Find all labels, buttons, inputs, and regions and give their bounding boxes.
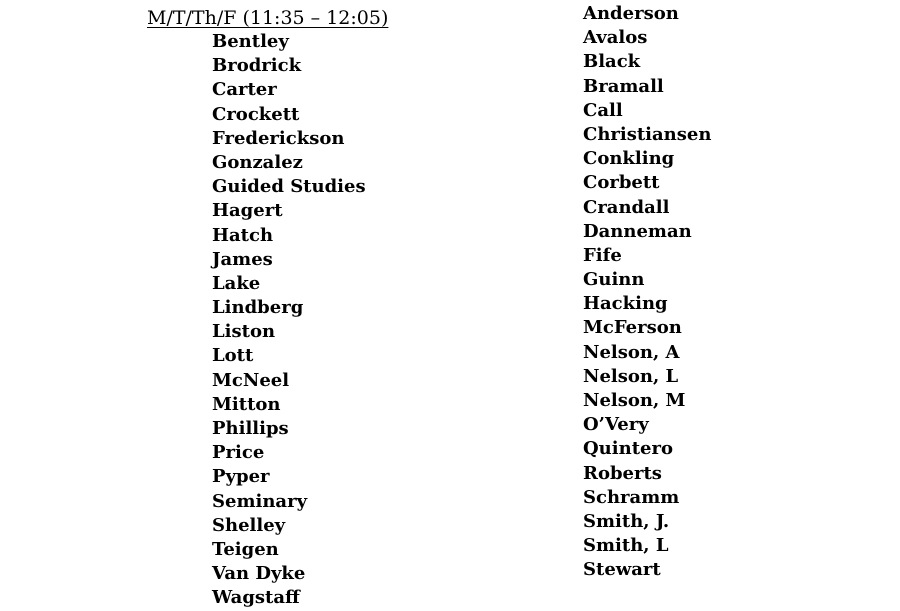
name-item: Phillips: [212, 418, 289, 439]
name-item: Carter: [212, 79, 277, 101]
schedule-header: M/T/Th/F (11:35 – 12:05): [147, 7, 389, 29]
name-item: Mitton: [212, 393, 281, 415]
name-item: Call: [583, 99, 623, 121]
name-item: Teigen: [212, 538, 279, 560]
name-item: Avalos: [583, 27, 648, 49]
name-item: Nelson, A: [583, 341, 680, 363]
name-item: Schramm: [583, 486, 680, 508]
name-item: James: [212, 248, 273, 270]
name-item: Guided Studies: [212, 176, 366, 198]
name-item: Black: [583, 51, 641, 73]
name-item: Gonzalez: [212, 151, 303, 173]
name-item: Corbett: [583, 172, 660, 194]
name-item: Nelson, M: [583, 390, 686, 411]
name-item: Smith, J.: [583, 510, 670, 532]
name-item: Quintero: [583, 438, 673, 460]
name-item: Pyper: [212, 466, 270, 488]
name-item: Crockett: [212, 103, 300, 125]
name-item: McFerson: [583, 317, 682, 339]
name-item: Shelley: [212, 514, 286, 536]
name-item: Guinn: [583, 269, 645, 291]
name-item: Danneman: [583, 220, 692, 242]
name-item: O’Very: [583, 414, 649, 436]
name-item: Anderson: [583, 3, 679, 24]
name-item: Stewart: [583, 559, 661, 581]
name-item: Frederickson: [212, 127, 345, 149]
name-item: Hatch: [212, 224, 274, 246]
name-item: Hacking: [583, 293, 668, 315]
name-item: Hagert: [212, 200, 283, 222]
name-item: Lake: [212, 272, 261, 294]
name-item: McNeel: [212, 369, 290, 391]
name-item: Roberts: [583, 462, 662, 484]
name-item: Lott: [212, 345, 254, 367]
name-item: Fife: [583, 244, 622, 266]
name-item: Wagstaff: [212, 587, 300, 609]
left-name-list: [212, 30, 366, 611]
name-item: Conkling: [583, 148, 675, 170]
name-item: Brodrick: [212, 55, 302, 77]
right-name-list: [583, 2, 711, 583]
name-item: Liston: [212, 321, 276, 343]
name-item: Bramall: [583, 75, 664, 97]
name-item: Price: [212, 442, 265, 464]
name-item: Christiansen: [583, 123, 712, 145]
name-item: Lindberg: [212, 297, 304, 319]
name-item: Smith, L: [583, 535, 669, 557]
name-item: Bentley: [212, 31, 289, 52]
name-item: Van Dyke: [212, 563, 306, 585]
name-item: Nelson, L: [583, 365, 679, 387]
name-item: Crandall: [583, 196, 670, 218]
name-item: Seminary: [212, 490, 308, 512]
